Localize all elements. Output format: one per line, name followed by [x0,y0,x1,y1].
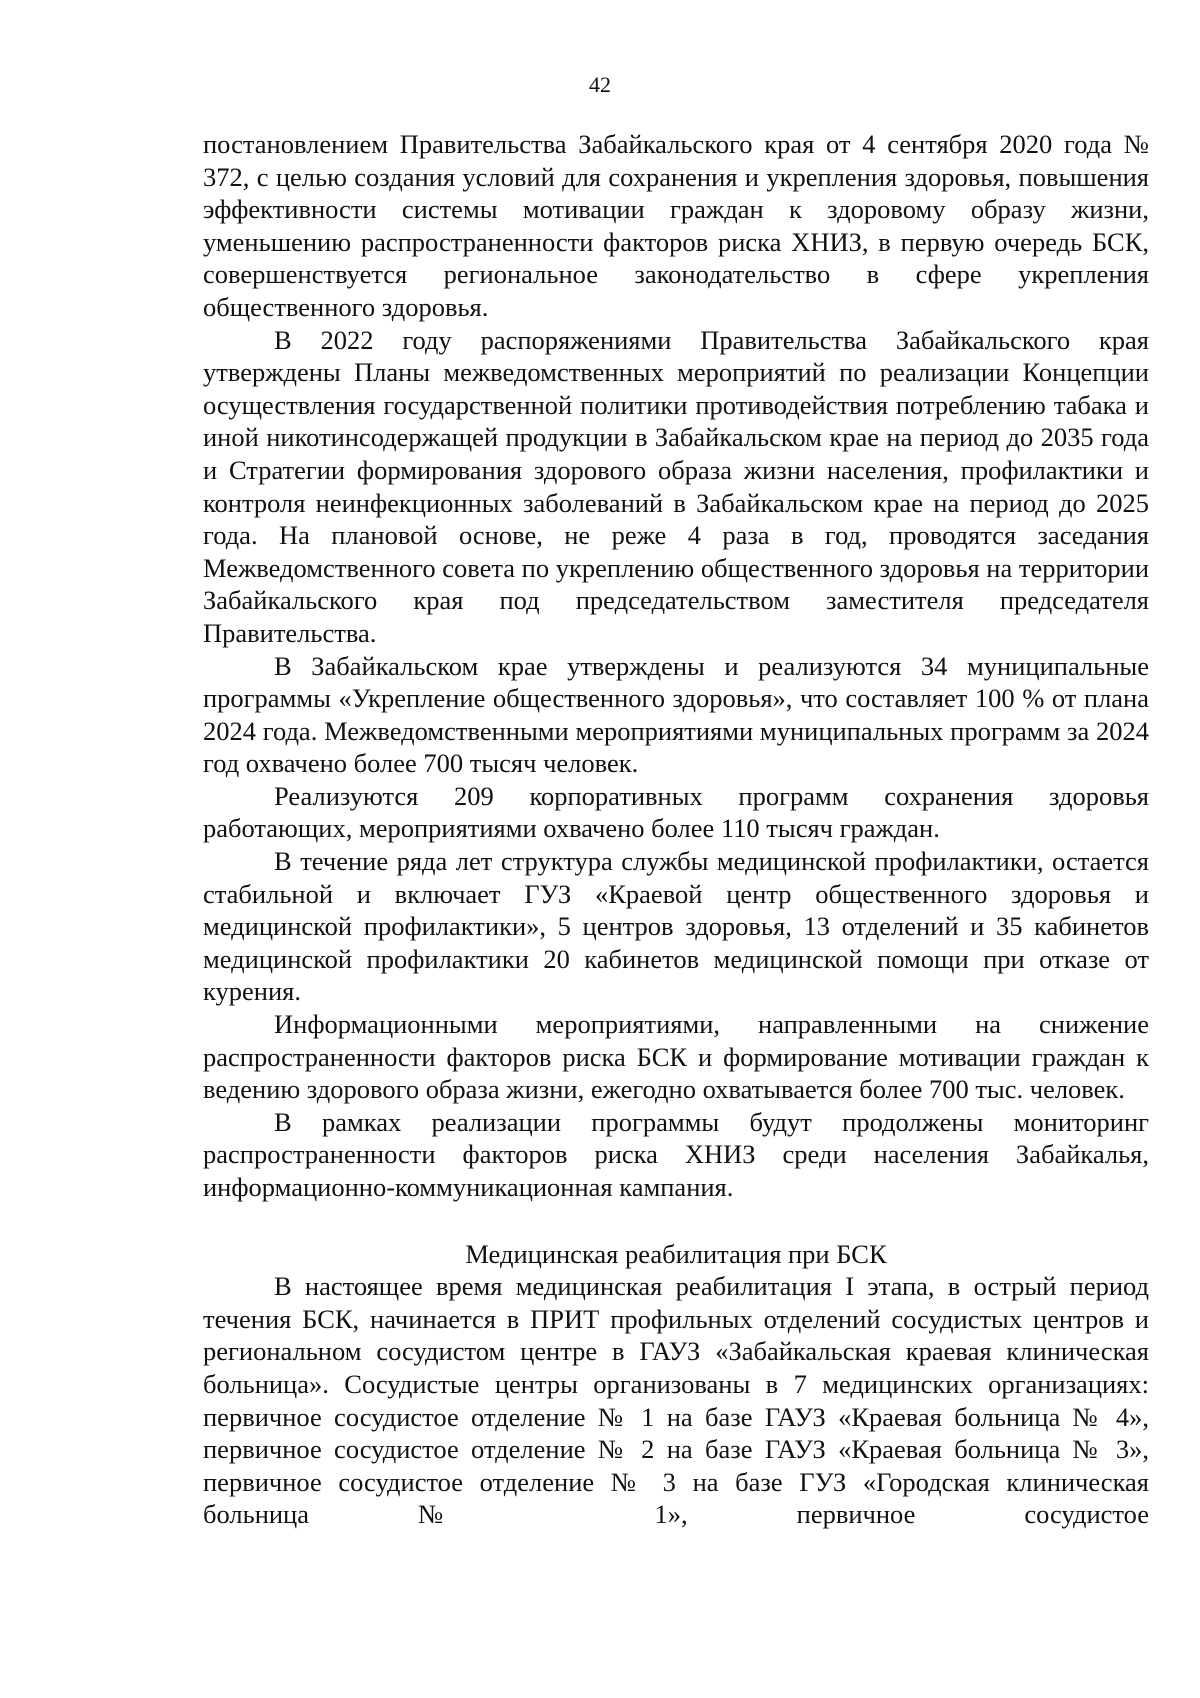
section-heading: Медицинская реабилитация при БСК [465,1238,887,1269]
page-number: 42 [589,72,611,97]
paragraph: Информационными мероприятиями, направленными на снижение распространенности факторов риска БСК и формирование мотивации граждан к ведению здорового образа жизни, ежегодно охватывается более 700 тыс. человек. [203,1009,1149,1105]
paragraph: В рамках реализации программы будут продолжены мониторинг распространенности факторов риска ХНИЗ среди населения Забайкалья, информационно-коммуникационная кампания. [203,1106,1149,1202]
paragraph: В Забайкальском крае утверждены и реализуются 34 муниципальные программы «Укрепление общественного здоровья», что составляет 100 % от плана 2024 года. Межведомственными мероприятиями муниципальных программ за 2024 год охвачено более 700 тысяч человек. [203,650,1149,779]
paragraph: Реализуются 209 корпоративных программ сохранения здоровья работающих, мероприятиями охвачено более 110 тысяч граждан. [203,780,1149,844]
document-body [203,128,1149,1531]
paragraph: В 2022 году распоряжениями Правительства Забайкальского края утверждены Планы межведомственных мероприятий по реализации Концепции осуществления государственной политики противодействия потреблению табака и иной никотинсодержащей продукции в Забайкальском крае на период до 2035 года и Стратегии формирования здорового образа жизни населения, профилактики и контроля неинфекционных заболеваний в Забайкальском крае на период до 2025 года. На плановой основе, не реже 4 раза в год, проводятся заседания Межведомственного совета по укреплению общественного здоровья на территории Забайкальского края под председательством заместителя председателя Правительства. [203,324,1149,648]
paragraph-continuation: постановлением Правительства Забайкальского края от 4 сентября 2020 года № 372, с целью создания условий для сохранения и укрепления здоровья, повышения эффективности системы мотивации граждан к здоровому образу жизни, уменьшению распространенности факторов риска ХНИЗ, в первую очередь БСК, совершенствуется региональное законодательство в сфере укрепления общественного здоровья. [203,129,1149,322]
paragraph-last-line-justified: В настоящее время медицинская реабилитация I этапа, в острый период течения БСК, начинается в ПРИТ профильных отделений сосудистых центров и региональном сосудистом центре в ГАУЗ «Забайкальская краевая клиническая больница». Сосудистые центры организованы в 7 медицинских организациях: первичное сосудистое отделение № 1 на базе ГАУЗ «Краевая больница № 4», первичное сосудистое отделение № 2 на базе ГАУЗ «Краевая больница № 3», первичное сосудистое отделение № 3 на базе ГУЗ «Городская клиническая больница № 1», первичное сосудистое [203,1271,1149,1530]
paragraph: В течение ряда лет структура службы медицинской профилактики, остается стабильной и включает ГУЗ «Краевой центр общественного здоровья и медицинской профилактики», 5 центров здоровья, 13 отделений и 35 кабинетов медицинской профилактики 20 кабинетов медицинской помощи при отказе от курения. [203,846,1149,1007]
